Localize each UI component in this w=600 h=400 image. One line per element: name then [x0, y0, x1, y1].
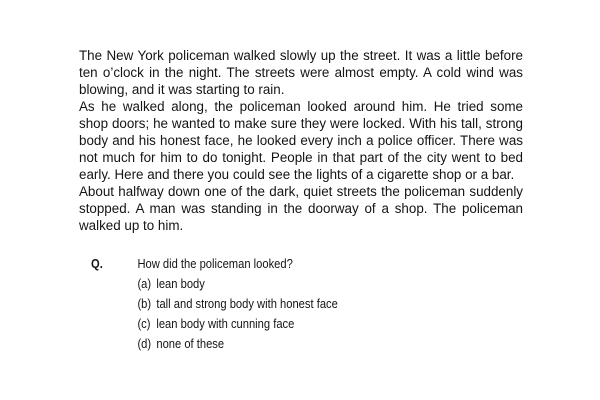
answer-option-c[interactable]: [137, 316, 452, 336]
answer-option-b[interactable]: [137, 296, 452, 316]
answer-option-d[interactable]: [137, 336, 452, 356]
option-letter: (c): [137, 316, 151, 331]
option-letter: (b): [137, 296, 152, 311]
option-text: lean body: [156, 276, 205, 291]
answer-option-a[interactable]: [137, 276, 452, 296]
option-text: none of these: [156, 336, 225, 351]
passage-paragraph: The New York policeman walked slowly up the street. It was a little before ten o’clock in the night. The streets were almost empty. A cold wind was blowing, and it was starting to rain.: [79, 48, 523, 97]
passage-paragraph: About halfway down one of the dark, quiet streets the policeman suddenly stopped. A man was standing in the doorway of a shop. The policeman walked up to him.: [79, 184, 523, 233]
question-marker: Q.: [91, 256, 103, 271]
question-row: [91, 256, 452, 276]
answer-options: [91, 276, 452, 356]
option-letter: (d): [137, 336, 152, 351]
passage-paragraph: As he walked along, the policeman looked around him. He tried some shop doors; he wanted to make sure they were locked. With his tall, strong body and his honest face, he looked every inch a police officer. There was not much for him to do tonight. People in that part of the city went to bed early. Here and there you could see the lights of a cigarette shop or a bar.: [79, 99, 523, 182]
question-block: [91, 256, 452, 356]
option-text: tall and strong body with honest face: [156, 296, 338, 311]
option-text: lean body with cunning face: [156, 316, 295, 331]
question-text: How did the policeman looked?: [137, 256, 293, 271]
option-letter: (a): [137, 276, 152, 291]
reading-passage: [79, 47, 523, 234]
